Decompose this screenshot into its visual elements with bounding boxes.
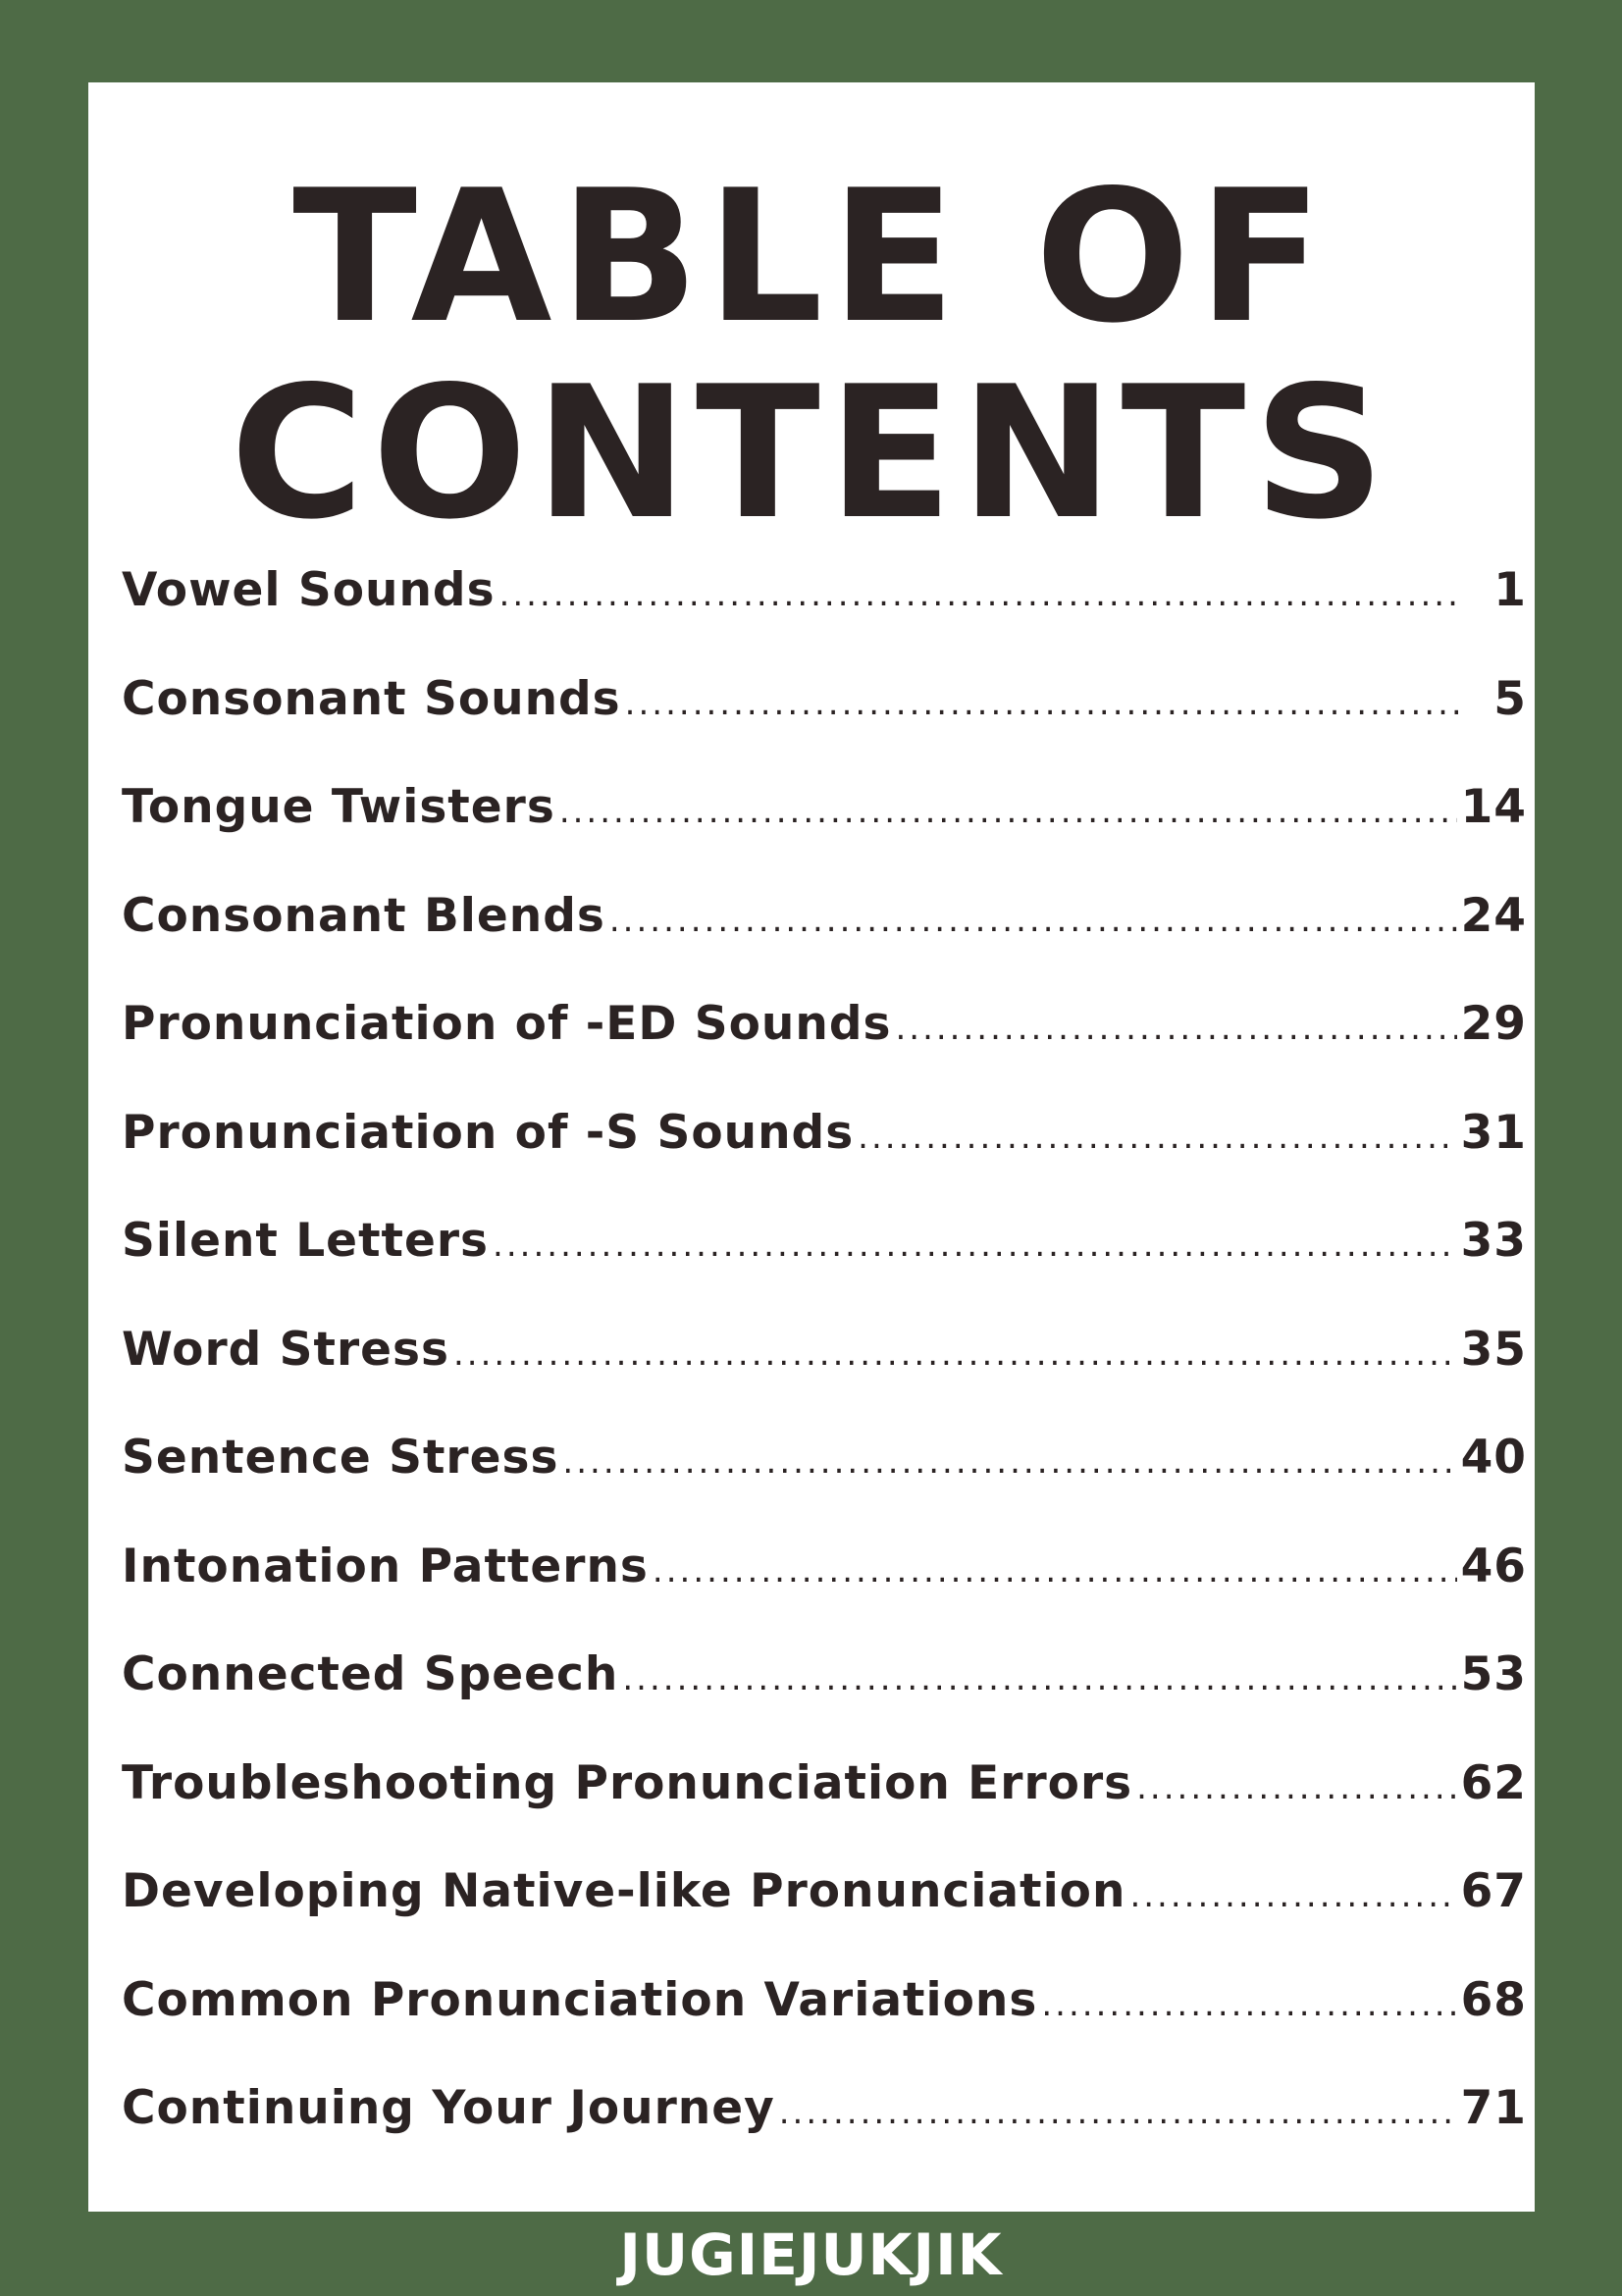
dot-leader	[609, 901, 1457, 940]
toc-entry-label: Pronunciation of -S Sounds	[122, 1105, 855, 1160]
toc-entry-label: Connected Speech	[122, 1647, 619, 1701]
toc-entry-label: Sentence Stress	[122, 1431, 559, 1485]
toc-entry-label: Silent Letters	[122, 1214, 490, 1268]
toc-entry-page: 14	[1460, 780, 1527, 834]
dot-leader	[499, 575, 1462, 614]
toc-entry-label: Troubleshooting Pronunciation Errors	[122, 1755, 1133, 1810]
toc-entry-page: 46	[1460, 1539, 1527, 1593]
toc-entry	[122, 1106, 1527, 1215]
dot-leader	[559, 792, 1457, 831]
dot-leader	[653, 1551, 1457, 1591]
toc-entry-label: Vowel Sounds	[122, 563, 496, 617]
dot-leader	[562, 1442, 1456, 1482]
author-footer: JUGIEJUKJIK	[619, 2221, 1003, 2288]
toc-entry-page: 31	[1460, 1105, 1527, 1160]
title-line-2: CONTENTS	[230, 346, 1393, 559]
toc-entry	[122, 1214, 1527, 1323]
dot-leader	[1041, 1985, 1456, 2024]
toc-entry-page: 33	[1460, 1214, 1527, 1268]
toc-entry-page: 24	[1460, 888, 1527, 943]
toc-entry	[122, 1864, 1527, 1973]
dot-leader	[622, 1659, 1456, 1698]
toc-entry	[122, 1431, 1527, 1539]
toc-entry	[122, 780, 1527, 889]
toc-entry	[122, 563, 1527, 672]
toc-entry-page: 68	[1460, 1972, 1527, 2027]
toc-entry	[122, 1973, 1527, 2082]
toc-entry-label: Consonant Sounds	[122, 671, 621, 726]
dot-leader	[1129, 1876, 1456, 1915]
dot-leader	[493, 1226, 1457, 1265]
toc-entry-page: 71	[1460, 2081, 1527, 2135]
dot-leader	[453, 1334, 1457, 1374]
toc-entry-label: Consonant Blends	[122, 888, 605, 943]
toc-entry-page: 53	[1460, 1647, 1527, 1701]
toc-entry	[122, 672, 1527, 781]
toc-entry-label: Tongue Twisters	[122, 780, 555, 834]
toc-entry	[122, 997, 1527, 1106]
toc-entry-label: Pronunciation of -ED Sounds	[122, 997, 892, 1051]
table-of-contents	[122, 563, 1527, 2190]
toc-entry	[122, 1539, 1527, 1648]
toc-entry-page: 67	[1460, 1864, 1527, 1918]
title-line-1: TABLE OF	[292, 150, 1331, 363]
toc-entry	[122, 2081, 1527, 2190]
toc-page	[88, 82, 1535, 2212]
toc-entry	[122, 889, 1527, 998]
toc-entry-page: 35	[1460, 1322, 1527, 1377]
toc-entry-page: 62	[1460, 1755, 1527, 1810]
dot-leader	[858, 1118, 1456, 1157]
toc-entry-page: 5	[1493, 671, 1527, 726]
dot-leader	[625, 684, 1462, 723]
toc-entry-label: Developing Native-like Pronunciation	[122, 1864, 1126, 1918]
toc-entry	[122, 1647, 1527, 1756]
toc-entry-label: Continuing Your Journey	[122, 2081, 775, 2135]
toc-entry-label: Intonation Patterns	[122, 1539, 649, 1593]
toc-entry	[122, 1323, 1527, 1432]
toc-entry	[122, 1756, 1527, 1865]
toc-entry-label: Common Pronunciation Variations	[122, 1972, 1038, 2027]
toc-entry-page: 40	[1460, 1431, 1527, 1485]
toc-entry-page: 29	[1460, 997, 1527, 1051]
toc-entry-label: Word Stress	[122, 1322, 449, 1377]
dot-leader	[779, 2093, 1457, 2132]
dot-leader	[895, 1009, 1456, 1048]
dot-leader	[1136, 1768, 1457, 1807]
page-title	[88, 150, 1535, 559]
toc-entry-page: 1	[1493, 563, 1527, 617]
